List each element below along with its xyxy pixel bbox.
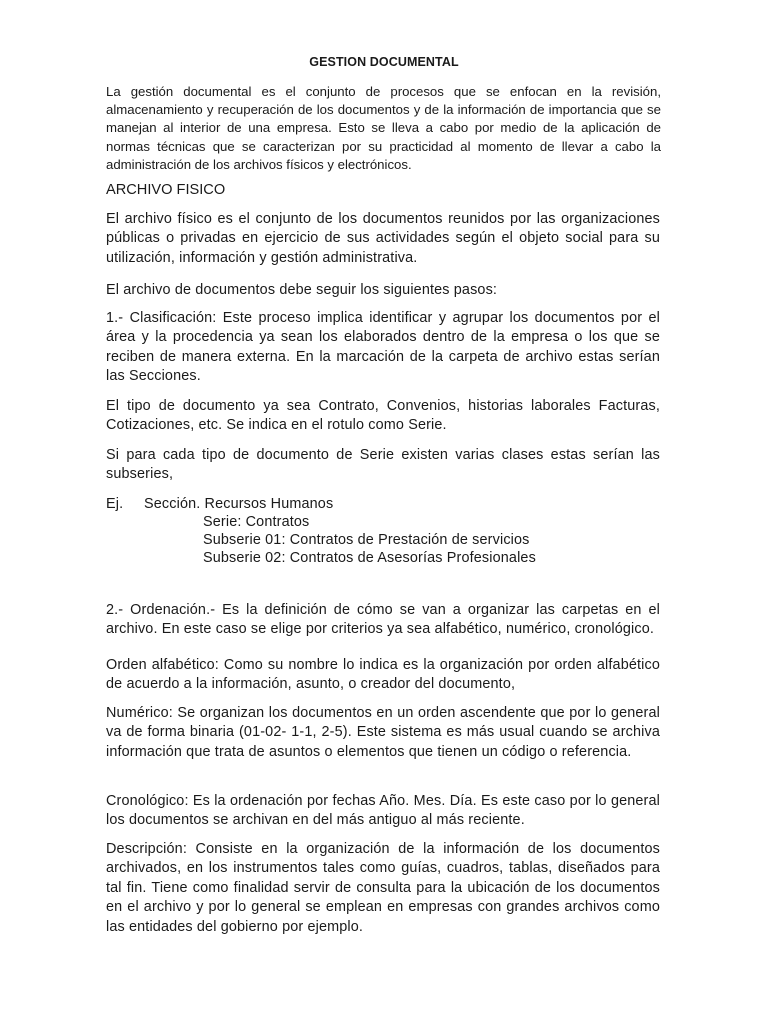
paragraph-orden-alfabetico: Orden alfabético: Como su nombre lo indica es la organización por orden alfabético de acuerdo a la información, asunto, o creador del documento, — [106, 657, 660, 693]
paragraph-archivo-fisico-definition: El archivo físico es el conjunto de los documentos reunidos por las organizaciones públicas o privadas en ejercicio de sus actividades según el objeto social para su utilización, información y gestión administrativa. — [106, 211, 660, 266]
paragraph-cronologico: Cronológico: Es la ordenación por fechas Año. Mes. Día. Es este caso por lo general los documentos se archivan en del más antiguo al más reciente. — [106, 793, 660, 829]
example-seccion: Sección. Recursos Humanos — [144, 496, 334, 512]
paragraph-descripcion: Descripción: Consiste en la organización de la información de los documentos archivados, en los instrumentos tales como guías, cuadros, tablas, diseñados para tal fin. Tiene como finalidad servir de consulta para la ubicación de los documentos en el archivo y por lo general se emplean en empresas con grandes archivos como las entidades del gobierno por ejemplo. — [106, 841, 660, 935]
section-heading-archivo-fisico: ARCHIVO FISICO — [106, 182, 226, 198]
paragraph-ordenacion: 2.- Ordenación.- Es la definición de cómo se van a organizar las carpetas en el archivo. En este caso se elige por criterios ya sea alfabético, numérico, cronológico. — [106, 602, 660, 638]
example-subserie-02: Subserie 02: Contratos de Asesorías Profesionales — [203, 550, 536, 566]
paragraph-clasificacion: 1.- Clasificación: Este proceso implica identificar y agrupar los documentos por el área y la procedencia ya sean los elaborados dentro de la empresa o los que se reciben de manera externa. En la marcación de la carpeta de archivo estas serían las Secciones. — [106, 310, 660, 385]
document-title: GESTION DOCUMENTAL — [309, 55, 459, 69]
example-serie: Serie: Contratos — [203, 514, 310, 530]
example-subserie-01: Subserie 01: Contratos de Prestación de servicios — [203, 532, 530, 548]
example-label: Ej. — [106, 496, 124, 512]
paragraph-subseries: Si para cada tipo de documento de Serie existen varias clases estas serían las subseries, — [106, 447, 660, 483]
example-line-seccion — [106, 495, 660, 513]
intro-paragraph: La gestión documental es el conjunto de procesos que se enfocan en la revisión, almacenamiento y recuperación de los documentos y de la información de importancia que se manejan al interior de una empresa. Esto se lleva a cabo por medio de la aplicación de normas técnicas que se caracterizan por su practicidad al momento de llevar a cabo la administración de los archivos físicos y electrónicos. — [106, 84, 661, 172]
paragraph-steps-intro: El archivo de documentos debe seguir los siguientes pasos: — [106, 282, 498, 298]
paragraph-numerico: Numérico: Se organizan los documentos en un orden ascendente que por lo general va de forma binaria (01-02- 1-1, 2-5). Este sistema es más usual cuando se archiva información que trata de asuntos o elementos que tienen un código o referencia. — [106, 705, 660, 760]
example-block — [106, 495, 660, 567]
paragraph-tipo-documento: El tipo de documento ya sea Contrato, Convenios, historias laborales Facturas, Cotizaciones, etc. Se indica en el rotulo como Serie. — [106, 398, 660, 434]
